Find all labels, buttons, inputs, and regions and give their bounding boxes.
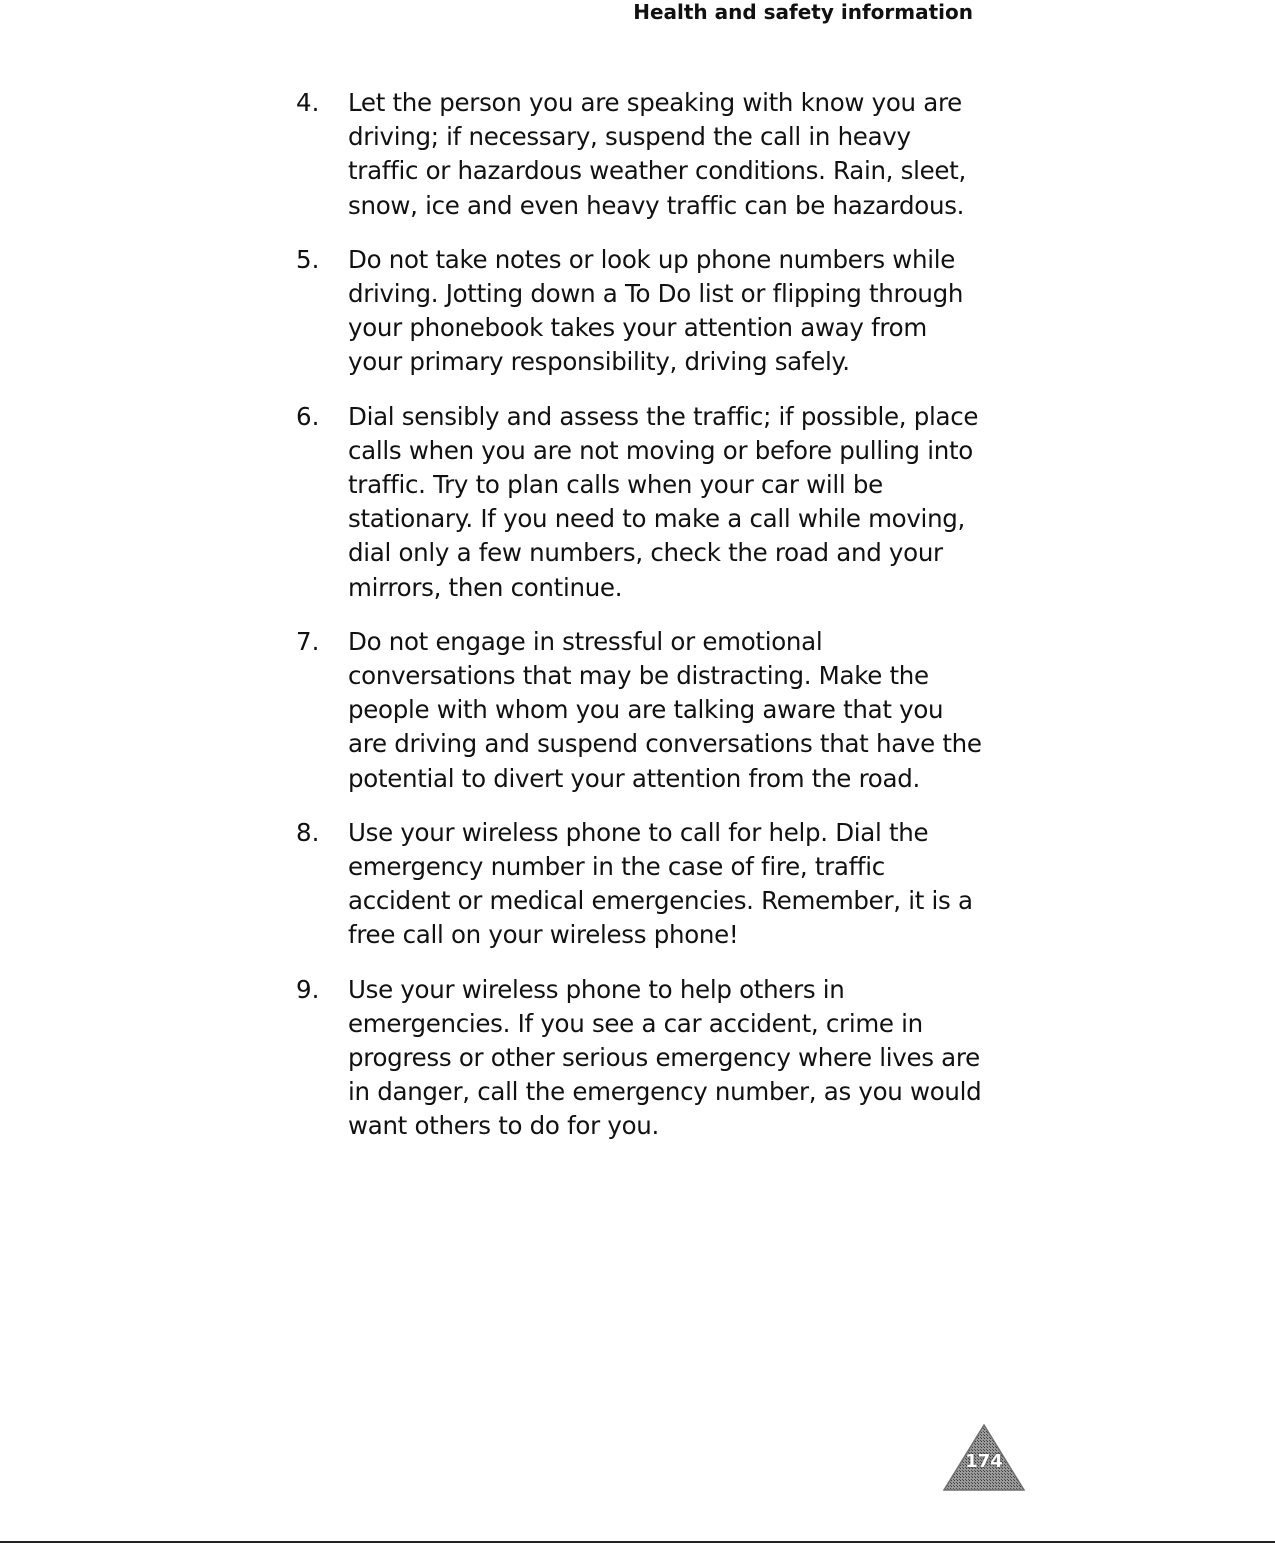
list-item: [296, 816, 986, 953]
item-text: Do not engage in stressful or emotional conversations that may be distracting. Make the people with whom you are talking aware that you are driving and suspend conversations that have the potential to divert your attention from the road.: [348, 626, 982, 793]
page-number-badge: [942, 1423, 1026, 1493]
item-text: Let the person you are speaking with know you are driving; if necessary, suspend the call in heavy traffic or hazardous weather conditions. Rain, sleet, snow, ice and even heavy traffic can be hazardous.: [348, 88, 966, 220]
item-number: 8.: [296, 817, 320, 847]
page-header: Health and safety information: [633, 0, 973, 24]
item-number: 6.: [296, 401, 320, 431]
item-text: Use your wireless phone to help others in emergencies. If you see a car accident, crime in progress or other serious emergency where lives are in danger, call the emergency number, as you would want others to do for you.: [348, 974, 982, 1141]
item-number: 4.: [296, 88, 320, 117]
list-item: [296, 973, 986, 1144]
item-number: 9.: [296, 974, 320, 1004]
list-item: [296, 86, 986, 223]
list-item: [296, 243, 986, 380]
item-number: 7.: [296, 626, 320, 656]
safety-tips-list: [296, 86, 986, 1164]
item-text: Do not take notes or look up phone numbers while driving. Jotting down a To Do list or flipping through your phonebook takes your attention away from your primary responsibility, driving safely.: [348, 244, 964, 377]
item-text: Dial sensibly and assess the traffic; if possible, place calls when you are not moving or before pulling into traffic. Try to plan calls when your car will be stationary. If you need to make a call while moving, dial only a few numbers, check the road and your mirrors, then continue.: [348, 401, 979, 602]
footer-divider: [0, 1541, 1275, 1543]
list-item: [296, 625, 986, 796]
list-item: [296, 400, 986, 605]
page-number: 174: [965, 1451, 1003, 1472]
item-number: 5.: [296, 244, 320, 274]
item-text: Use your wireless phone to call for help. Dial the emergency number in the case of fire, traffic accident or medical emergencies. Remember, it is a free call on your wireless phone!: [348, 817, 973, 950]
